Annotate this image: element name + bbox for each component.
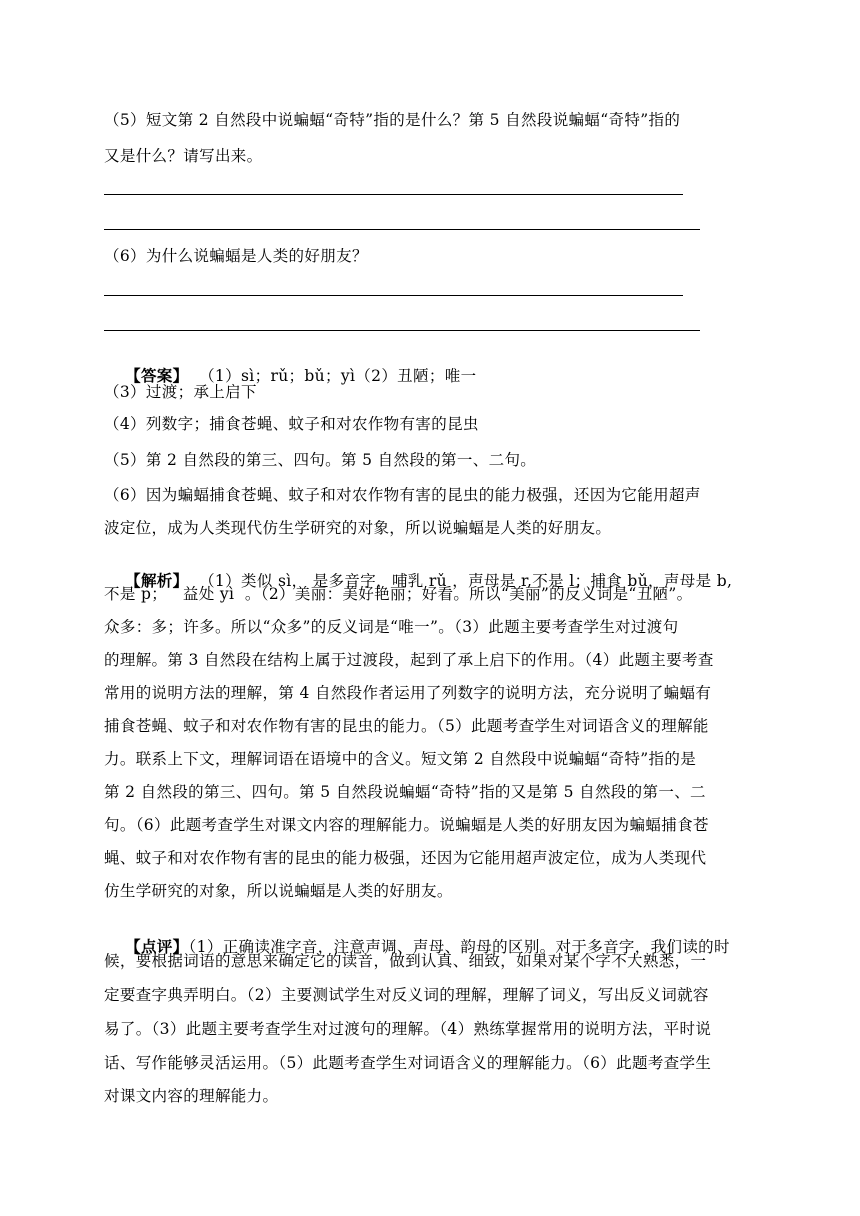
answer-text: （1）sì；rǔ；bǔ；yì（2）丑陋；唯一 <box>188 367 477 385</box>
analysis-line: 力。联系上下文，理解词语在语境中的含义。短文第 2 自然段中说蝙蝠“奇特”指的是 <box>104 750 697 768</box>
analysis-label: 【解析】 <box>125 571 189 590</box>
comment-text: （1）正确读准字音，注意声调、声母、韵母的区别。对于多音字，我们读的时 <box>188 938 730 956</box>
answer-line: （6）因为蝙蝠捕食苍蝇、蚊子和对农作物有害的昆虫的能力极强，还因为它能用超声 <box>104 486 701 504</box>
analysis-line: 仿生学研究的对象，所以说蝙蝠是人类的好朋友。 <box>104 882 453 900</box>
comment-line: 候，要根据词语的意思来确定它的读音，做到认真、细致，如果对某个字不大熟悉，一 <box>104 952 707 970</box>
analysis-line: 众多：多；许多。所以“众多”的反义词是“唯一”。（3）此题主要考查学生对过渡句 <box>104 618 679 636</box>
comment-line: 话、写作能够灵活运用。（5）此题考查学生对词语含义的理解能力。（6）此题考查学生 <box>104 1054 712 1072</box>
answer-blank-line <box>104 194 683 195</box>
answer-line: （3）过渡；承上启下 <box>104 383 257 401</box>
analysis-line: 常用的说明方法的理解，第 4 自然段作者运用了列数字的说明方法，充分说明了蝙蝠有 <box>104 684 712 702</box>
answer-label: 【答案】 <box>125 366 189 385</box>
analysis-line: 第 2 自然段的第三、四句。第 5 自然段说蝙蝠“奇特”指的又是第 5 自然段的第一、二 <box>104 783 706 801</box>
answer-blank-line <box>104 229 700 230</box>
question-6-line-1: （6）为什么说蝙蝠是人类的好朋友？ <box>104 247 368 265</box>
comment-line: 对课文内容的理解能力。 <box>104 1087 279 1105</box>
comment-label: 【点评】 <box>125 937 189 956</box>
analysis-line: 的理解。第 3 自然段在结构上属于过渡段，起到了承上启下的作用。（4）此题主要考查 <box>104 651 714 669</box>
analysis-text: （1）类似 sì， 是多音字，哺乳 rǔ ，声母是 r,不是 l；捕食 bǔ，声母是 b, <box>188 572 733 590</box>
comment-line: 定要查字典弄明白。（2）主要测试学生对反义词的理解，理解了词义，写出反义词就容 <box>104 986 709 1004</box>
question-5-line-2: 又是什么？请写出来。 <box>104 147 263 165</box>
answer-line: （4）列数字；捕食苍蝇、蚊子和对农作物有害的昆虫 <box>104 415 479 433</box>
analysis-line: 捕食苍蝇、蚊子和对农作物有害的昆虫的能力。（5）此题考查学生对词语含义的理解能 <box>104 717 709 735</box>
answer-line: 波定位，成为人类现代仿生学研究的对象，所以说蝙蝠是人类的好朋友。 <box>104 519 612 537</box>
answer-blank-line <box>104 295 683 296</box>
answer-blank-line <box>104 330 700 331</box>
analysis-line: 蝇、蚊子和对农作物有害的昆虫的能力极强，还因为它能用超声波定位，成为人类现代 <box>104 849 707 867</box>
analysis-line: 句。（6）此题考查学生对课文内容的理解能力。说蝙蝠是人类的好朋友因为蝙蝠捕食苍 <box>104 816 709 834</box>
comment-line: 易了。（3）此题主要考查学生对过渡句的理解。（4）熟练掌握常用的说明方法，平时说 <box>104 1020 712 1038</box>
answer-line: （5）第 2 自然段的第三、四句。第 5 自然段的第一、二句。 <box>104 451 537 469</box>
analysis-line: 不是 p； 益处 yì 。（2）美丽：美好艳丽；好看。所以“美丽”的反义词是“丑陋”。 <box>104 585 693 603</box>
question-5-line-1: （5）短文第 2 自然段中说蝙蝠“奇特”指的是什么？第 5 自然段说蝙蝠“奇特”指的 <box>104 111 681 129</box>
